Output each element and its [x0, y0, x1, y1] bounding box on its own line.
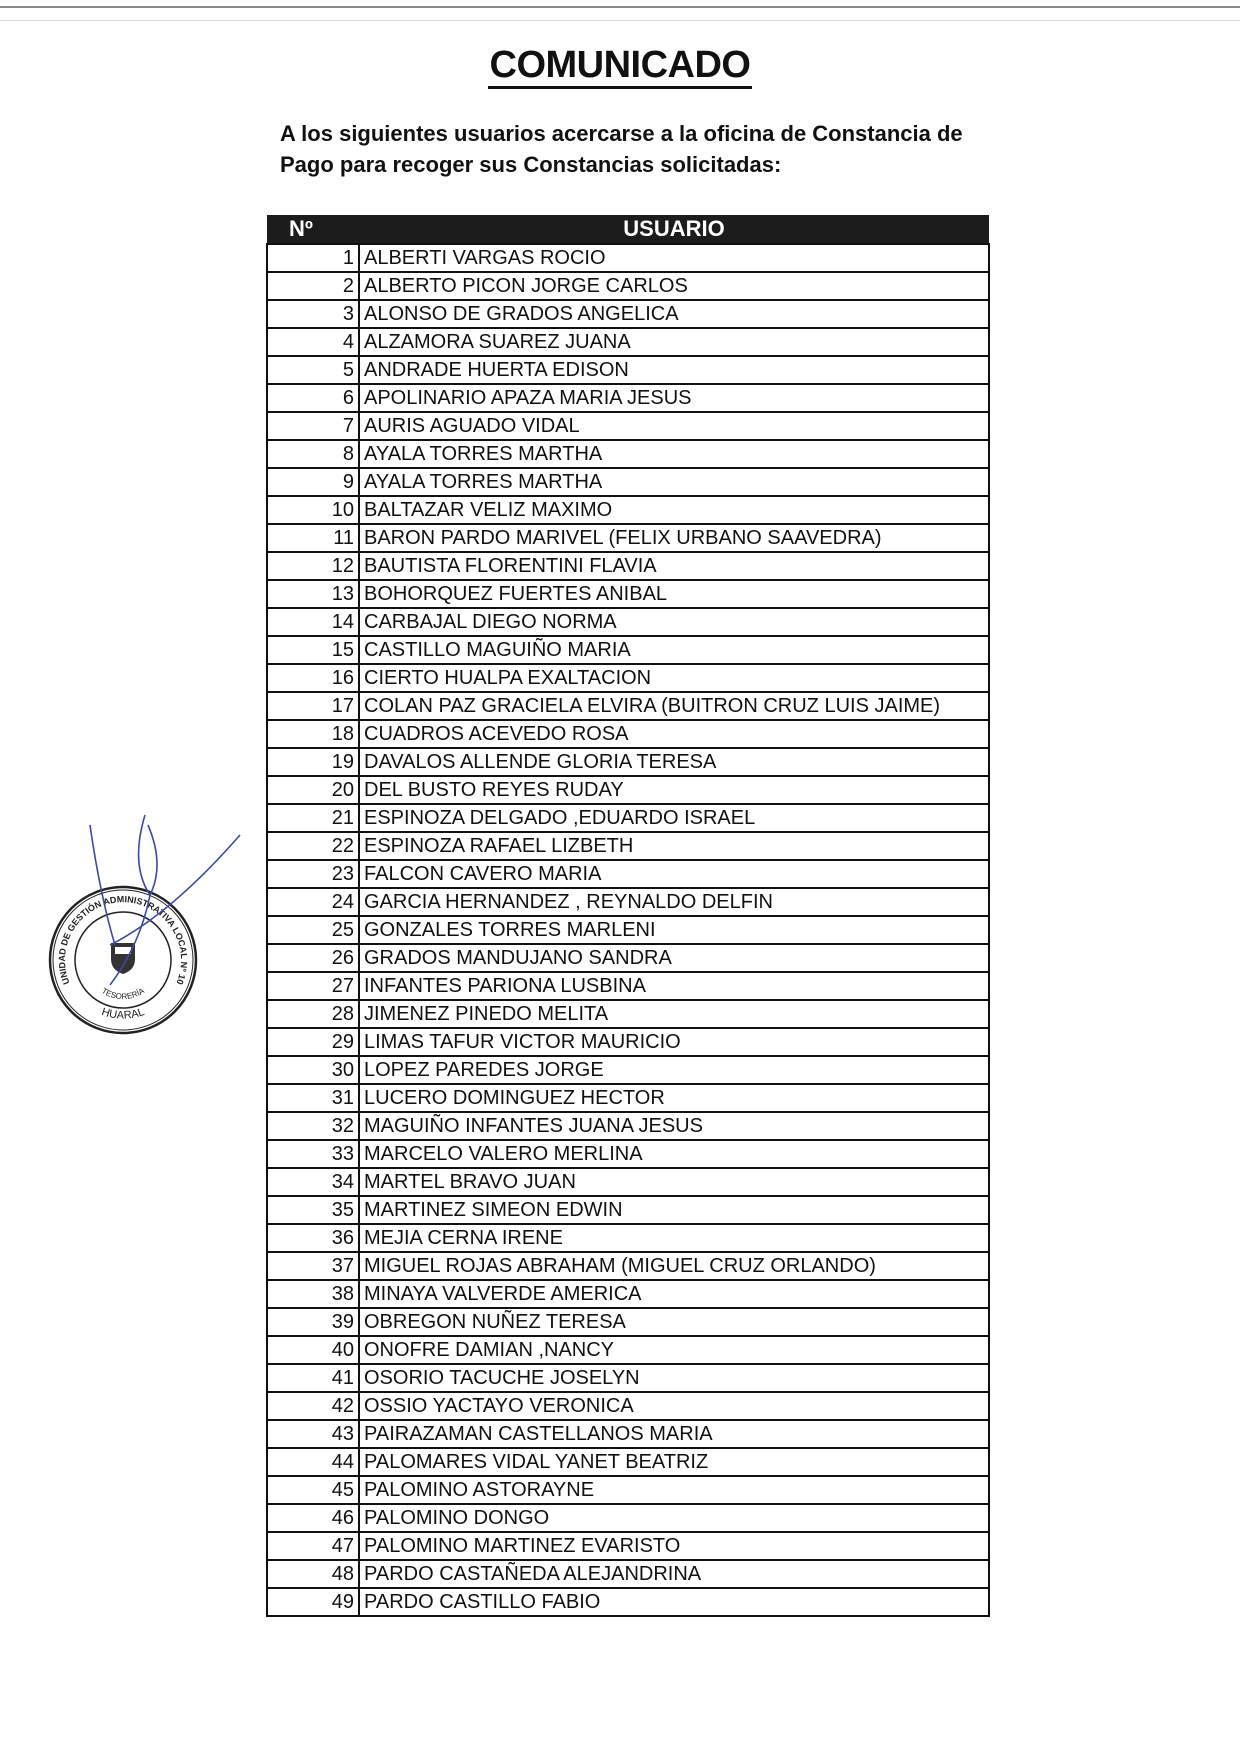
scan-edge: [0, 6, 1240, 8]
table-row: [267, 1532, 989, 1560]
row-user-name: GARCIA HERNANDEZ , REYNALDO DELFIN: [359, 888, 989, 916]
table-row: [267, 944, 989, 972]
row-number: 9: [267, 468, 359, 496]
row-number: 30: [267, 1056, 359, 1084]
row-user-name: ALBERTO PICON JORGE CARLOS: [359, 272, 989, 300]
row-user-name: DAVALOS ALLENDE GLORIA TERESA: [359, 748, 989, 776]
row-number: 27: [267, 972, 359, 1000]
row-user-name: ALBERTI VARGAS ROCIO: [359, 244, 989, 272]
table-row: [267, 1420, 989, 1448]
row-number: 4: [267, 328, 359, 356]
intro-paragraph: A los siguientes usuarios acercarse a la oficina de Constancia de Pago para recoger sus Constancias solicitadas:: [280, 121, 963, 177]
row-user-name: MIGUEL ROJAS ABRAHAM (MIGUEL CRUZ ORLANDO): [359, 1252, 989, 1280]
row-user-name: OSSIO YACTAYO VERONICA: [359, 1392, 989, 1420]
row-user-name: BOHORQUEZ FUERTES ANIBAL: [359, 580, 989, 608]
row-number: 41: [267, 1364, 359, 1392]
row-user-name: PAIRAZAMAN CASTELLANOS MARIA: [359, 1420, 989, 1448]
row-user-name: PARDO CASTILLO FABIO: [359, 1588, 989, 1616]
stamp-inner-text: TESORERÍA: [100, 986, 146, 1002]
row-user-name: MAGUIÑO INFANTES JUANA JESUS: [359, 1112, 989, 1140]
table-row: [267, 608, 989, 636]
header-number: Nº: [267, 215, 359, 244]
table-row: [267, 1364, 989, 1392]
row-user-name: MINAYA VALVERDE AMERICA: [359, 1280, 989, 1308]
row-number: 40: [267, 1336, 359, 1364]
table-row: [267, 272, 989, 300]
row-number: 2: [267, 272, 359, 300]
row-user-name: ONOFRE DAMIAN ,NANCY: [359, 1336, 989, 1364]
table-row: [267, 496, 989, 524]
row-number: 7: [267, 412, 359, 440]
row-number: 44: [267, 1448, 359, 1476]
table-row: [267, 1336, 989, 1364]
row-number: 24: [267, 888, 359, 916]
table-row: [267, 412, 989, 440]
table-row: [267, 1168, 989, 1196]
row-number: 39: [267, 1308, 359, 1336]
row-number: 21: [267, 804, 359, 832]
row-user-name: ESPINOZA RAFAEL LIZBETH: [359, 832, 989, 860]
row-number: 26: [267, 944, 359, 972]
table-row: [267, 1112, 989, 1140]
row-user-name: JIMENEZ PINEDO MELITA: [359, 1000, 989, 1028]
scan-edge-shadow: [0, 20, 1240, 21]
row-number: 29: [267, 1028, 359, 1056]
table-row: [267, 1196, 989, 1224]
row-user-name: OSORIO TACUCHE JOSELYN: [359, 1364, 989, 1392]
row-user-name: PARDO CASTAÑEDA ALEJANDRINA: [359, 1560, 989, 1588]
row-number: 33: [267, 1140, 359, 1168]
table-row: [267, 692, 989, 720]
table-row: [267, 664, 989, 692]
row-number: 14: [267, 608, 359, 636]
row-number: 22: [267, 832, 359, 860]
table-row: [267, 832, 989, 860]
row-number: 36: [267, 1224, 359, 1252]
row-user-name: BALTAZAR VELIZ MAXIMO: [359, 496, 989, 524]
row-number: 18: [267, 720, 359, 748]
table-row: [267, 440, 989, 468]
stamp-outer-text: UNIDAD DE GESTIÓN ADMINISTRATIVA LOCAL Nº 10: [56, 894, 190, 986]
row-user-name: COLAN PAZ GRACIELA ELVIRA (BUITRON CRUZ LUIS JAIME): [359, 692, 989, 720]
row-user-name: AYALA TORRES MARTHA: [359, 440, 989, 468]
row-user-name: GONZALES TORRES MARLENI: [359, 916, 989, 944]
table-row: [267, 636, 989, 664]
row-number: 16: [267, 664, 359, 692]
table-row: [267, 972, 989, 1000]
row-user-name: PALOMINO MARTINEZ EVARISTO: [359, 1532, 989, 1560]
table-row: [267, 748, 989, 776]
table-row: [267, 1280, 989, 1308]
row-number: 25: [267, 916, 359, 944]
row-user-name: CASTILLO MAGUIÑO MARIA: [359, 636, 989, 664]
row-user-name: MARTEL BRAVO JUAN: [359, 1168, 989, 1196]
row-number: 34: [267, 1168, 359, 1196]
row-number: 1: [267, 244, 359, 272]
row-user-name: OBREGON NUÑEZ TERESA: [359, 1308, 989, 1336]
table-row: [267, 1252, 989, 1280]
row-number: 49: [267, 1588, 359, 1616]
table-row: [267, 1056, 989, 1084]
row-user-name: CARBAJAL DIEGO NORMA: [359, 608, 989, 636]
row-user-name: AURIS AGUADO VIDAL: [359, 412, 989, 440]
row-number: 46: [267, 1504, 359, 1532]
row-number: 31: [267, 1084, 359, 1112]
table-row: [267, 1028, 989, 1056]
row-number: 47: [267, 1532, 359, 1560]
table-row: [267, 860, 989, 888]
table-row: [267, 552, 989, 580]
page-title: [0, 44, 1240, 87]
row-user-name: CUADROS ACEVEDO ROSA: [359, 720, 989, 748]
row-user-name: LUCERO DOMINGUEZ HECTOR: [359, 1084, 989, 1112]
row-number: 28: [267, 1000, 359, 1028]
row-user-name: APOLINARIO APAZA MARIA JESUS: [359, 384, 989, 412]
table-row: [267, 1588, 989, 1616]
row-user-name: ESPINOZA DELGADO ,EDUARDO ISRAEL: [359, 804, 989, 832]
table-row: [267, 720, 989, 748]
table-row: [267, 1448, 989, 1476]
row-number: 42: [267, 1392, 359, 1420]
row-number: 37: [267, 1252, 359, 1280]
row-user-name: AYALA TORRES MARTHA: [359, 468, 989, 496]
table-row: [267, 1308, 989, 1336]
row-user-name: FALCON CAVERO MARIA: [359, 860, 989, 888]
row-user-name: ALONSO DE GRADOS ANGELICA: [359, 300, 989, 328]
row-number: 3: [267, 300, 359, 328]
table-row: [267, 1560, 989, 1588]
row-user-name: PALOMINO ASTORAYNE: [359, 1476, 989, 1504]
row-user-name: MEJIA CERNA IRENE: [359, 1224, 989, 1252]
row-number: 38: [267, 1280, 359, 1308]
row-number: 35: [267, 1196, 359, 1224]
table-row: [267, 804, 989, 832]
row-user-name: MARTINEZ SIMEON EDWIN: [359, 1196, 989, 1224]
table-row: [267, 1392, 989, 1420]
table-row: [267, 328, 989, 356]
row-user-name: LIMAS TAFUR VICTOR MAURICIO: [359, 1028, 989, 1056]
table-row: [267, 1224, 989, 1252]
row-number: 8: [267, 440, 359, 468]
row-user-name: LOPEZ PAREDES JORGE: [359, 1056, 989, 1084]
users-table: [266, 215, 990, 1617]
header-user: USUARIO: [359, 215, 989, 244]
table-row: [267, 524, 989, 552]
table-row: [267, 468, 989, 496]
row-user-name: INFANTES PARIONA LUSBINA: [359, 972, 989, 1000]
table-row: [267, 356, 989, 384]
row-user-name: PALOMINO DONGO: [359, 1504, 989, 1532]
row-number: 11: [267, 524, 359, 552]
row-number: 48: [267, 1560, 359, 1588]
row-user-name: BARON PARDO MARIVEL (FELIX URBANO SAAVEDRA): [359, 524, 989, 552]
table-row: [267, 776, 989, 804]
signature: [70, 805, 250, 1005]
title-text: COMUNICADO: [488, 44, 753, 89]
row-user-name: PALOMARES VIDAL YANET BEATRIZ: [359, 1448, 989, 1476]
table-row: [267, 888, 989, 916]
row-user-name: ALZAMORA SUAREZ JUANA: [359, 328, 989, 356]
row-number: 20: [267, 776, 359, 804]
row-number: 5: [267, 356, 359, 384]
row-number: 43: [267, 1420, 359, 1448]
row-number: 17: [267, 692, 359, 720]
table-row: [267, 580, 989, 608]
table-header-row: [267, 215, 989, 244]
row-user-name: GRADOS MANDUJANO SANDRA: [359, 944, 989, 972]
row-number: 6: [267, 384, 359, 412]
table-row: [267, 1140, 989, 1168]
table-row: [267, 244, 989, 272]
stamp-bottom-text: HUARAL: [100, 1006, 146, 1022]
row-number: 13: [267, 580, 359, 608]
row-number: 10: [267, 496, 359, 524]
table-row: [267, 916, 989, 944]
table-row: [267, 1000, 989, 1028]
table-row: [267, 1084, 989, 1112]
row-user-name: MARCELO VALERO MERLINA: [359, 1140, 989, 1168]
row-user-name: DEL BUSTO REYES RUDAY: [359, 776, 989, 804]
row-number: 19: [267, 748, 359, 776]
users-table-wrapper: [266, 215, 990, 1617]
row-user-name: BAUTISTA FLORENTINI FLAVIA: [359, 552, 989, 580]
row-number: 32: [267, 1112, 359, 1140]
row-user-name: ANDRADE HUERTA EDISON: [359, 356, 989, 384]
table-row: [267, 300, 989, 328]
row-number: 45: [267, 1476, 359, 1504]
table-row: [267, 384, 989, 412]
table-row: [267, 1504, 989, 1532]
row-number: 15: [267, 636, 359, 664]
table-row: [267, 1476, 989, 1504]
row-user-name: CIERTO HUALPA EXALTACION: [359, 664, 989, 692]
row-number: 23: [267, 860, 359, 888]
row-number: 12: [267, 552, 359, 580]
